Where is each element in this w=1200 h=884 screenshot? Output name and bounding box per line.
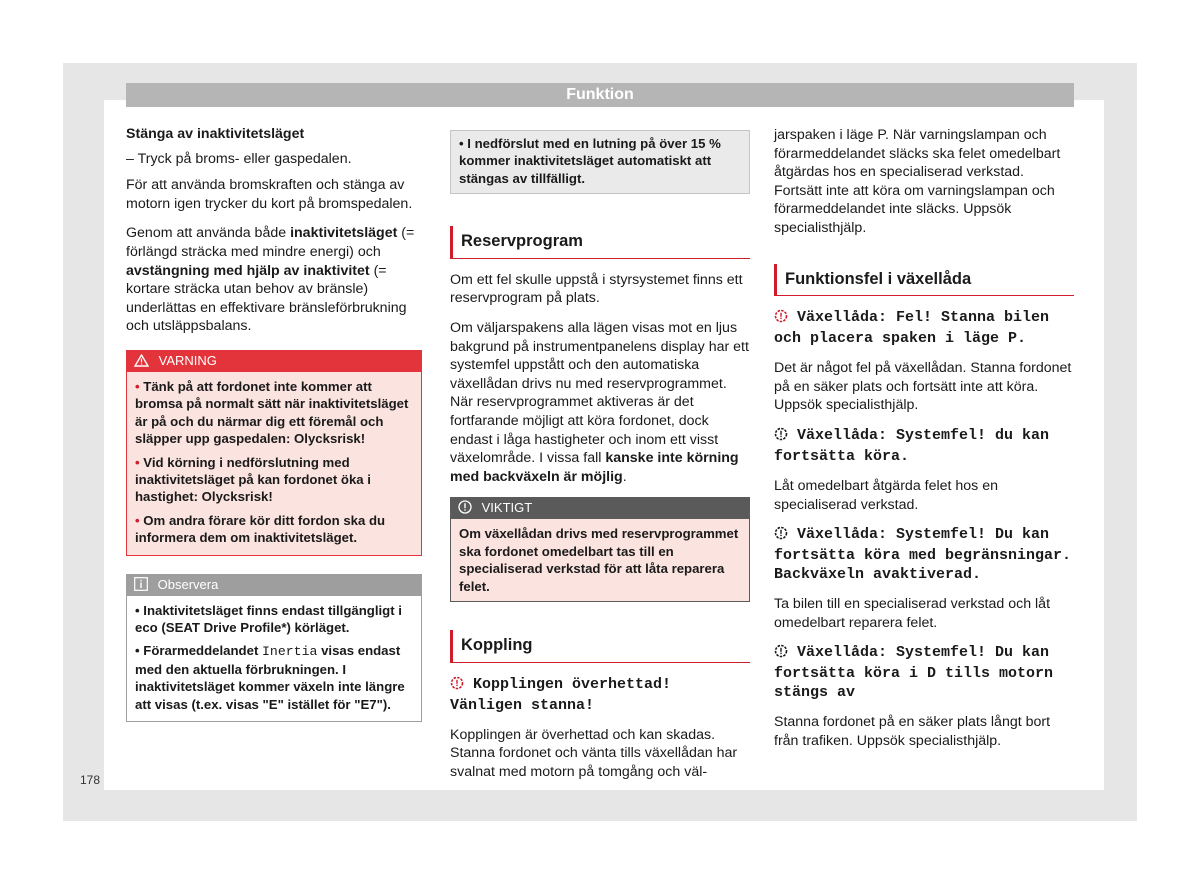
page-number: 178 [80, 773, 101, 787]
column-1 [126, 125, 422, 734]
important-box [450, 497, 750, 602]
paragraph: Stanna fordonet på en säker plats långt bort från trafiken. Uppsök specialisthjälp. [774, 714, 1051, 749]
driver-message: Växellåda: Systemfel! Du kan fortsätta köra med begränsningar. Backväxeln avaktiverad. [774, 526, 1072, 584]
paragraph: För att använda bromskraften och stänga av motorn igen trycker du kort på bromspedalen. [126, 177, 413, 212]
list-item: • Förarmeddelandet Inertia visas endast med den aktuella förbrukningen. I inaktivitetsläget kommer växeln inte längre att visas (t.ex. visas "E" istället för "E7"). [135, 643, 405, 712]
note-label: Observera [157, 576, 219, 592]
paragraph: Det är något fel på växellådan. Stanna fordonet på en säker plats och fortsätt inte att köra. Uppsök specialisthjälp. [774, 360, 1072, 414]
list-item: • Inaktivitetsläget finns endast tillgängligt i eco (SEAT Drive Profile*) körläget. [135, 602, 402, 635]
gear-warning-icon [774, 427, 788, 447]
warning-box [126, 350, 422, 556]
driver-message: Kopplingen överhettad! Vänligen stanna! [450, 675, 672, 714]
tip-box: • I nedförslut med en lutning på över 15 % kommer inaktivitetsläget automatiskt att stängas av tillfälligt. [450, 130, 750, 194]
paragraph: Kopplingen är överhettad och kan skadas. Stanna fordonet och vänta tills växellådan har svalnat med motorn på tomgång och väl- [450, 726, 738, 780]
exclamation-circle-icon [458, 499, 472, 521]
column-3 [774, 126, 1074, 762]
section-header: Funktion [126, 83, 1074, 107]
driver-message: Växellåda: Systemfel! Du kan fortsätta köra i D tills motorn stängs av [774, 644, 1054, 702]
column-2 [450, 130, 750, 792]
driver-message: Växellåda: Fel! Stanna bilen och placera spaken i läge P. [774, 309, 1050, 348]
list-item: • Om andra förare kör ditt fordon ska du informera dem om inaktivitetsläget. [135, 512, 386, 546]
note-header [126, 574, 422, 596]
gear-warning-icon [774, 644, 788, 664]
heading-reservprogram: Reservprogram [450, 226, 750, 259]
paragraph: Låt omedelbart åtgärda felet hos en specialiserad verkstad. [774, 477, 999, 513]
warning-body [126, 372, 422, 556]
warning-header [126, 350, 422, 372]
note-box [126, 574, 422, 722]
heading-koppling: Koppling [450, 630, 750, 663]
paragraph: Ta bilen till en specialiserad verkstad och låt omedelbart reparera felet. [774, 596, 1051, 631]
list-item: • Vid körning i nedförslutning med inaktivitetsläget på kan fordonet öka i hastighet: Olycksrisk! [135, 454, 371, 505]
important-header [450, 497, 750, 519]
note-body [126, 596, 422, 722]
important-body: Om växellådan drivs med reservprogrammet ska fordonet omedelbart tas till en specialiserad verkstad för att låta reparera felet. [450, 519, 750, 602]
paragraph: Om väljarspakens alla lägen visas mot en ljus bakgrund på instrumentpanelens display har ett systemfel uppstått och den automatiska växellådan drivs nu med reservprogrammet. När reservprogrammet aktiveras är det fortfarande möjligt att köra fordonet, dock endast i låga hastigheter och inom ett visst växelområde. I vissa fall kanske inte körning med backväxeln är möjlig. [450, 320, 749, 485]
warning-gear-icon [774, 309, 788, 329]
heading-funktionsfel: Funktionsfel i växellåda [774, 264, 1074, 297]
section-title: Stänga av inaktivitetsläget [126, 126, 305, 142]
instruction-step: – Tryck på broms- eller gaspedalen. [126, 150, 352, 167]
warning-gear-icon [450, 676, 464, 696]
driver-message: Växellåda: Systemfel! du kan fortsätta köra. [774, 426, 1050, 465]
paragraph: Genom att använda både inaktivitetsläget (= förlängd sträcka med mindre energi) och avstängning med hjälp av inaktivitet (= kortare sträcka utan behov av bränsle) underlättas en effektivare bränsleförbrukning och utsläppsbalans. [126, 225, 415, 335]
warning-triangle-icon [134, 352, 149, 374]
gear-warning-icon [774, 526, 788, 546]
paragraph: Om ett fel skulle uppstå i styrsystemet finns ett reservprogram på plats. [450, 271, 743, 307]
list-item: • Tänk på att fordonet inte kommer att bromsa på normalt sätt när inaktivitetsläget är på och du närmar dig ett föremål och släpper upp gaspedalen: Olycksrisk! [135, 378, 409, 447]
important-label: VIKTIGT [481, 500, 533, 516]
paragraph: jarspaken i läge P. När varningslampan och förarmeddelandet släcks ska felet omedelbart åtgärdas hos en specialiserad verkstad. Fortsätt inte att köra om varningslampan och förarmeddelandet inte släcks. Uppsök specialisthjälp. [774, 127, 1061, 236]
info-icon [134, 576, 148, 598]
warning-label: VARNING [158, 352, 217, 368]
